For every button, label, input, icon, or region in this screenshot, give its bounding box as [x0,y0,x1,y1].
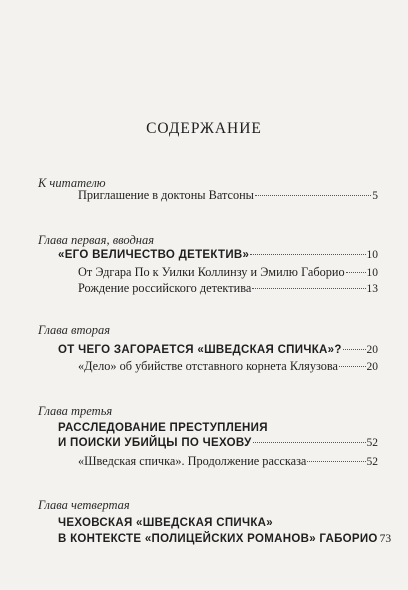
toc-entry[interactable] [78,454,378,470]
toc-entry-title: От Эдгара По к Уилки Коллинзу и Эмилю Габорио [78,265,345,279]
toc-entry[interactable] [58,436,378,451]
section-label-chapter1: Глава первая, вводная [38,233,155,247]
toc-entry[interactable] [58,248,378,263]
toc-entry-page: 5 [372,190,378,202]
toc-entry-page: 20 [366,361,378,373]
toc-entry-title: «ЕГО ВЕЛИЧЕСТВО ДЕТЕКТИВ» [58,249,250,261]
toc-entry-page: 10 [366,267,378,279]
toc-entry-title: И ПОИСКИ УБИЙЦЫ ПО ЧЕХОВУ [58,437,252,449]
toc-entry-title: В КОНТЕКСТЕ «ПОЛИЦЕЙСКИХ РОМАНОВ» ГАБОРИО [58,533,378,545]
toc-entry-title-line1[interactable]: ЧЕХОВСКАЯ «ШВЕДСКАЯ СПИЧКА» [58,517,273,529]
dot-leader [339,366,366,367]
toc-entry[interactable] [58,343,378,358]
toc-entry[interactable] [58,532,392,547]
toc-entry-page: 52 [366,437,378,449]
dot-leader [250,254,365,255]
toc-entry-title: «Шведская спичка». Продолжение рассказа [78,454,307,468]
section-label-chapter4: Глава четвертая [38,498,130,512]
dot-leader [307,461,365,462]
section-label-chapter2: Глава вторая [38,323,111,337]
toc-entry[interactable] [78,265,378,281]
dot-leader [346,272,366,273]
section-label-chapter3: Глава третья [38,404,113,418]
dot-leader [253,442,366,443]
toc-entry-title: Рождение российского детектива [78,281,252,295]
toc-entry-page: 13 [366,283,378,295]
toc-entry-page: 10 [366,249,378,261]
toc-entry[interactable] [78,281,378,297]
section-label-preface: К читателю [38,176,106,190]
dot-leader [252,288,365,289]
toc-entry-page: 20 [366,344,378,356]
dot-leader [255,195,371,196]
dot-leader [343,349,366,350]
toc-entry-title-line1[interactable]: РАССЛЕДОВАНИЕ ПРЕСТУПЛЕНИЯ [58,422,268,434]
toc-entry-title: Приглашение в доктоны Ватсоны [78,188,254,202]
toc-entry[interactable] [78,359,378,375]
toc-entry-page: 73 [379,533,392,545]
toc-entry-title: «Дело» об убийстве отставного корнета Кляузова [78,359,338,373]
page-title: СОДЕРЖАНИЕ [146,120,262,137]
toc-entry-page: 52 [366,456,378,468]
toc-entry-title: ОТ ЧЕГО ЗАГОРАЕТСЯ «ШВЕДСКАЯ СПИЧКА»? [58,344,342,356]
toc-entry[interactable] [78,188,378,204]
